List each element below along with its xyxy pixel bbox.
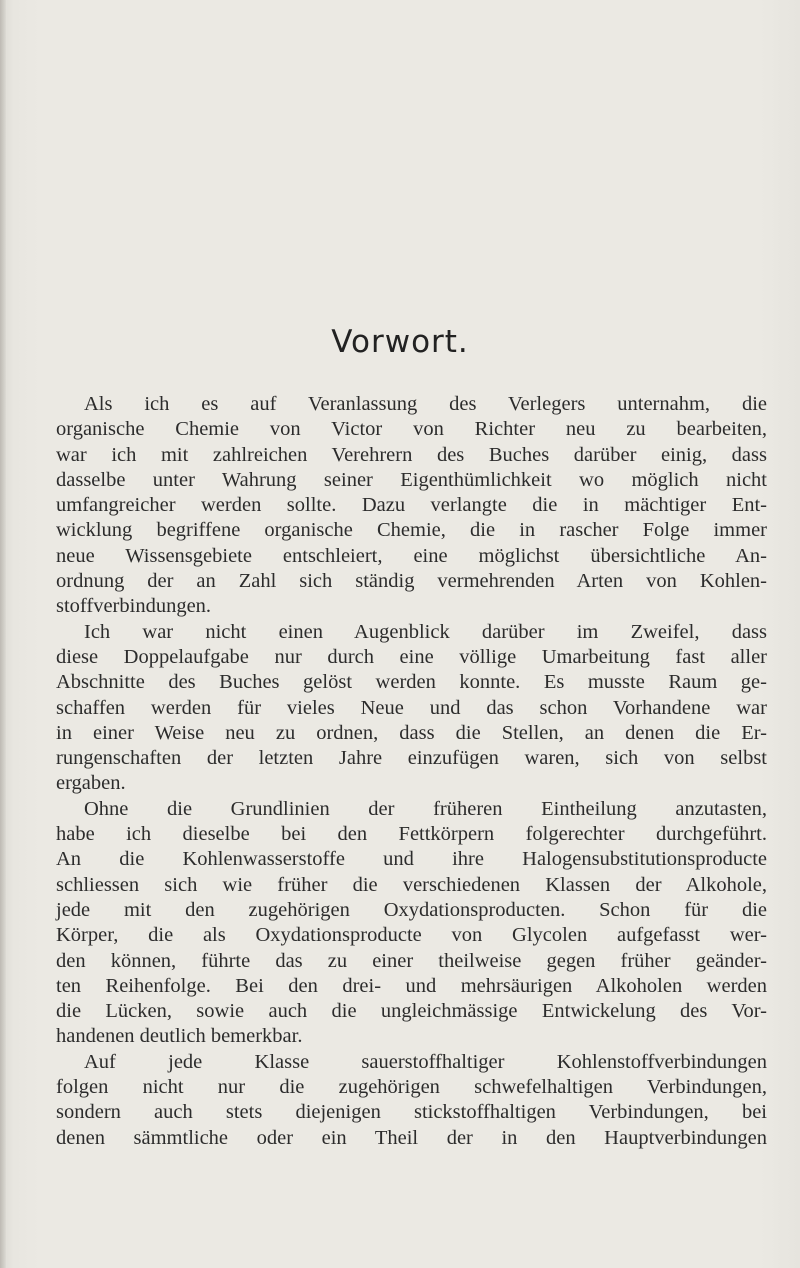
text-line: Als ich es auf Veranlassung des Verlegers unternahm, die	[84, 393, 767, 415]
text-line: schaffen werden für vieles Neue und das schon Vorhandene war	[56, 696, 767, 719]
text-line: denen sämmtliche oder ein Theil der in den Hauptverbindungen	[56, 1126, 767, 1149]
text-line: den können, führte das zu einer theilweise gegen früher geänder-	[56, 949, 767, 972]
text-line: folgen nicht nur die zugehörigen schwefelhaltigen Verbindungen,	[56, 1076, 767, 1099]
page-binding-edge	[0, 0, 6, 1268]
text-line: umfangreicher werden sollte. Dazu verlangte die in mächtiger Ent-	[56, 494, 767, 517]
text-line: Auf jede Klasse sauerstoffhaltiger Kohlenstoffverbindungen	[84, 1050, 767, 1073]
text-line: handenen deutlich bemerkbar.	[56, 1025, 303, 1048]
text-line: Ohne die Grundlinien der früheren Eintheilung anzutasten,	[84, 797, 767, 820]
text-line: die Lücken, sowie auch die ungleichmässige Entwickelung des Vor-	[56, 1000, 767, 1023]
text-line: habe ich dieselbe bei den Fettkörpern folgerechter durchgeführt.	[56, 823, 767, 846]
text-line: organische Chemie von Victor von Richter neu zu bearbeiten,	[56, 418, 767, 441]
text-line: ergaben.	[56, 772, 126, 795]
text-line: ordnung der an Zahl sich ständig vermehrenden Arten von Kohlen-	[56, 570, 767, 593]
page-title: Vorwort.	[331, 324, 469, 360]
text-line: dasselbe unter Wahrung seiner Eigenthümlichkeit wo möglich nicht	[56, 468, 767, 491]
text-line: sondern auch stets diejenigen stickstoffhaltigen Verbindungen, bei	[56, 1101, 767, 1124]
text-line: in einer Weise neu zu ordnen, dass die Stellen, an denen die Er-	[56, 721, 767, 744]
text-line: Körper, die als Oxydationsproducte von Glycolen aufgefasst wer-	[56, 924, 767, 947]
text-line: jede mit den zugehörigen Oxydationsproducten. Schon für die	[56, 898, 767, 921]
text-line: An die Kohlenwasserstoffe und ihre Halogensubstitutionsproducte	[56, 848, 767, 871]
text-line: war ich mit zahlreichen Verehrern des Buches darüber einig, dass	[56, 443, 767, 466]
text-line: diese Doppelaufgabe nur durch eine völlige Umarbeitung fast aller	[56, 645, 767, 668]
text-line: ten Reihenfolge. Bei den drei- und mehrsäurigen Alkoholen werden	[56, 974, 767, 997]
body-text	[56, 392, 767, 1151]
text-line: rungenschaften der letzten Jahre einzufügen waren, sich von selbst	[56, 747, 767, 770]
text-line: schliessen sich wie früher die verschiedenen Klassen der Alkohole,	[56, 873, 767, 896]
text-line: stoffverbindungen.	[56, 595, 212, 618]
text-line: neue Wissensgebiete entschleiert, eine möglichst übersichtliche An-	[56, 544, 767, 567]
text-line: Abschnitte des Buches gelöst werden konnte. Es musste Raum ge-	[56, 671, 767, 694]
text-line: Ich war nicht einen Augenblick darüber im Zweifel, dass	[84, 620, 767, 643]
text-line: wicklung begriffene organische Chemie, die in rascher Folge immer	[56, 519, 767, 542]
